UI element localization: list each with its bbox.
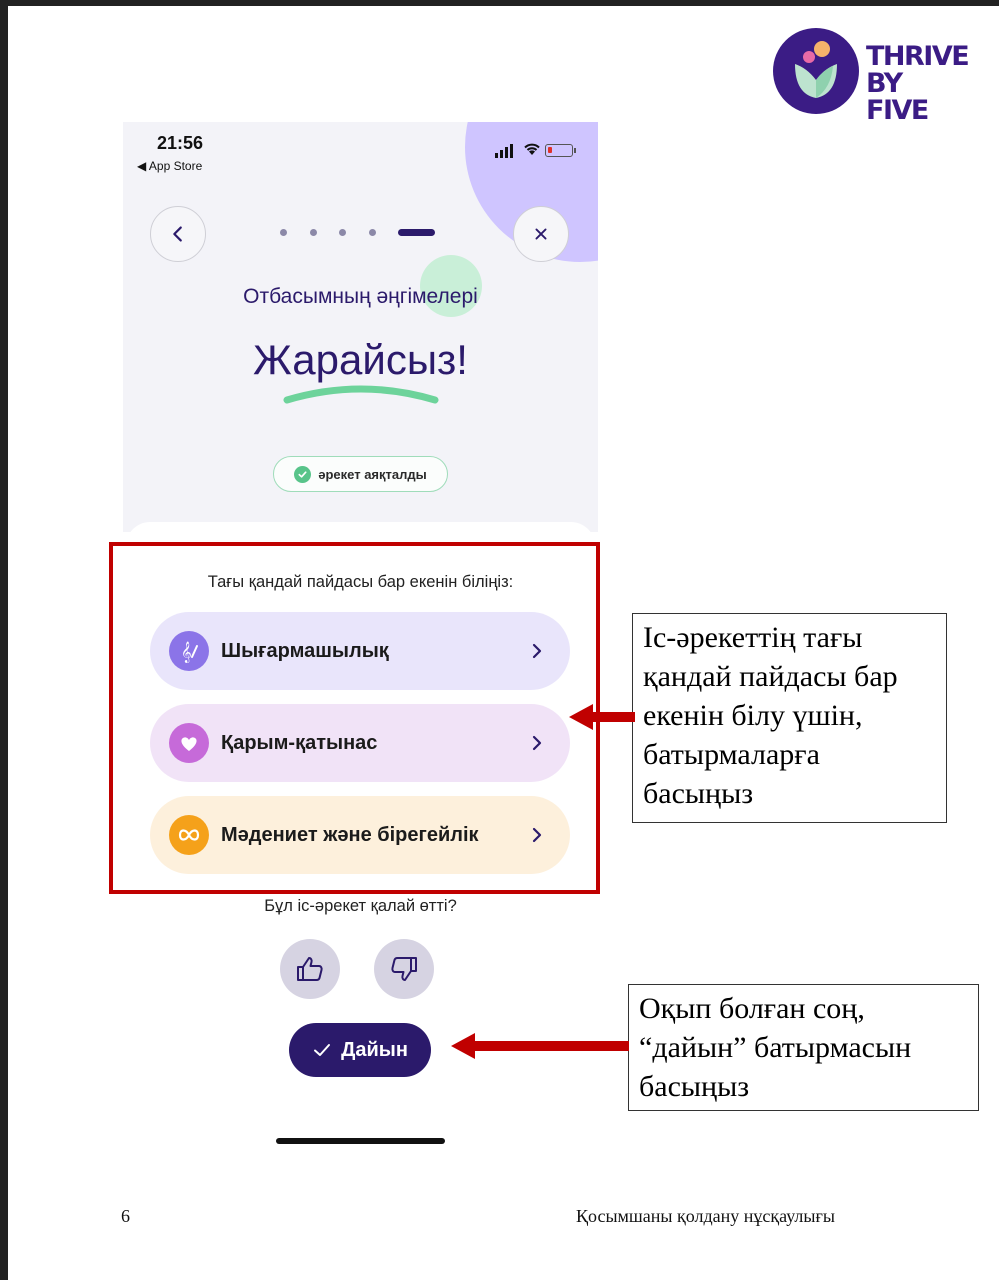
- close-button[interactable]: [513, 206, 569, 262]
- done-button[interactable]: [289, 1023, 431, 1077]
- done-note-text: Оқып болған соң, “дайын” батырмасын басыңыз: [639, 992, 912, 1103]
- done-note: [628, 984, 979, 1111]
- highlight-box: [109, 542, 600, 894]
- benefits-note: [632, 613, 947, 823]
- completed-badge: [273, 456, 448, 492]
- progress-dot-active: [398, 229, 435, 236]
- like-button[interactable]: [280, 939, 340, 999]
- footer-title: Қосымшаны қолдану нұсқаулығы: [576, 1206, 835, 1226]
- progress-dot: [310, 229, 317, 236]
- benefit-label: Қарым-қатынас: [221, 731, 378, 754]
- badge-label: әрекет аяқталды: [318, 466, 427, 482]
- close-icon: [530, 223, 552, 245]
- app-store-back-link[interactable]: ◀ App Store: [137, 159, 203, 173]
- document-page: [8, 6, 999, 1280]
- progress-dot: [280, 229, 287, 236]
- headline-underline: [281, 374, 441, 410]
- check-icon: [312, 1040, 332, 1060]
- logo-line-2: BY FIVE: [866, 68, 928, 126]
- page-number: 6: [121, 1206, 130, 1226]
- back-button[interactable]: [150, 206, 206, 262]
- progress-dot: [369, 229, 376, 236]
- progress-dot: [339, 229, 346, 236]
- done-button-label: Дайын: [341, 1038, 408, 1061]
- feedback-question: Бұл іс-әрекет қалай өтті?: [264, 897, 457, 915]
- headline: Жарайсыз!: [253, 336, 468, 383]
- dislike-button[interactable]: [374, 939, 434, 999]
- check-circle-icon: [294, 466, 311, 483]
- svg-text:𝄞: 𝄞: [181, 642, 192, 663]
- wifi-icon: [523, 142, 541, 160]
- arrow-left-icon: [451, 1033, 629, 1059]
- thumbs-up-icon: [293, 952, 327, 986]
- logo-line-1: THRIVE: [866, 41, 969, 72]
- battery-icon: [545, 144, 573, 157]
- chevron-left-icon: [167, 223, 189, 245]
- logo-mark-icon: [773, 28, 859, 114]
- activity-title: Отбасымның әңгімелері: [243, 285, 478, 308]
- benefits-prompt: Тағы қандай пайдасы бар екенін біліңіз:: [207, 573, 514, 591]
- thumbs-down-icon: [387, 952, 421, 986]
- benefit-label: Мәдениет және бірегейлік: [221, 823, 479, 846]
- thrive-by-five-logo: [773, 28, 969, 126]
- benefits-note-text: Іс-әрекеттің тағы қандай пайдасы бар екенін білу үшін, батырмаларға басыңыз: [643, 621, 898, 810]
- arrow-left-icon: [569, 704, 635, 730]
- benefit-label: Шығармашылық: [221, 639, 389, 662]
- status-time: 21:56: [157, 133, 204, 153]
- home-indicator: [276, 1138, 445, 1144]
- status-icons: [495, 142, 579, 160]
- logo-text: [866, 43, 968, 124]
